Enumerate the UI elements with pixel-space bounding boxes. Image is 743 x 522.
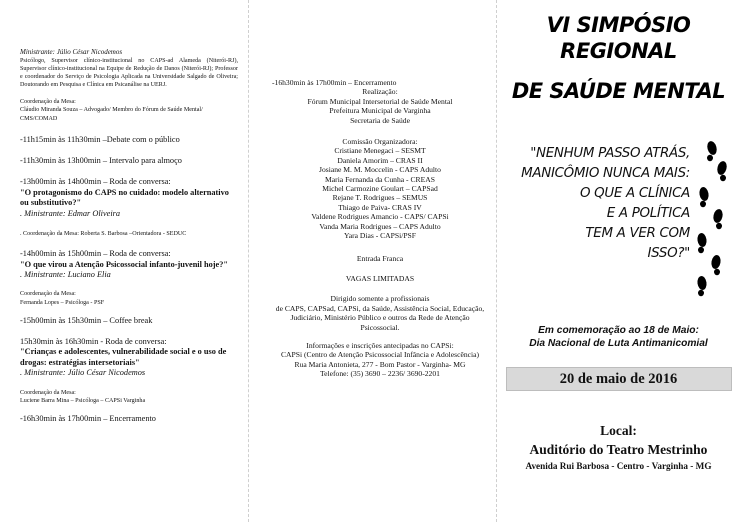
coordination-name: . Coordenação da Mesa: Roberta S. Barbosa –Orientadora - SEDUC — [20, 231, 187, 238]
comissao-label: Comissão Organizadora: — [342, 137, 418, 147]
comissao-member: Maria Fernanda da Cunha - CREAS — [325, 174, 435, 184]
entrada-franca: Entrada Franca — [356, 253, 404, 263]
comissao-member: Valdene Rodrigues Amancio - CAPS/ CAPSi — [311, 212, 449, 222]
schedule-item: -15h00min às 15h30min – Coffee break — [20, 315, 153, 325]
dirigido-label: Dirigido somente a profissionais — [330, 294, 430, 304]
realizacao-line: Fórum Municipal Intersetorial de Saúde Mental — [307, 96, 453, 106]
info-line: Rua Maria Antonieta, 277 - Bom Pastor - Varginha- MG — [294, 359, 466, 369]
info-line: CAPSi (Centro de Atenção Psicossocial Infância e Adolescência) — [280, 350, 479, 360]
quote-line: ISSO?" — [647, 246, 690, 261]
comissao-member: Rejane T. Rodrigues – SEMUS — [332, 193, 428, 203]
schedule-item-speaker: . Ministrante: Luciano Elia — [20, 270, 111, 279]
comissao-member: Yara Dias - CAPSi/PSF — [343, 231, 417, 241]
quote-line: MANICÔMIO NUNCA MAIS: — [521, 166, 690, 181]
schedule-item-time: -14h00min às 15h00min – Roda de conversa: — [20, 249, 171, 259]
schedule-item-topic: "O protagonismo do CAPS no cuidado: modelo alternativo ou substitutivo?" — [20, 187, 229, 208]
coordination-name: Luciene Barra Mina – Psicóloga – CAPSi Varginha — [20, 397, 146, 404]
quote-line: "NENHUM PASSO ATRÁS, — [530, 146, 690, 161]
slogan-quote — [504, 144, 690, 264]
schedule-item-time: 15h30min às 16h30min - Roda de conversa: — [20, 337, 167, 346]
schedule-item-time: -13h00min às 14h00min – Roda de conversa: — [20, 177, 171, 187]
commemoration-line: Dia Nacional de Luta Antimanicomial — [529, 338, 708, 349]
venue-address: Avenida Rui Barbosa - Centro - Varginha - MG — [525, 461, 712, 471]
coordination-label: Coordenação da Mesa: — [20, 291, 76, 298]
coordination-label: Coordenação da Mesa: — [20, 99, 76, 106]
commemoration-line: Em comemoração ao 18 de Maio: — [538, 325, 699, 336]
schedule-item: -16h30min às 17h00min – Encerramento — [20, 413, 156, 423]
schedule-item: -11h30min às 13h00min – Intervalo para almoço — [20, 156, 182, 166]
comissao-member: Vanda Maria Rodrigues – CAPS Adulto — [319, 221, 441, 231]
schedule-item-speaker: . Ministrante: Edmar Oliveira — [20, 208, 121, 218]
cover-panel — [496, 0, 743, 522]
ministrante-bio: Psicólogo, Supervisor clínico-institucional no CAPS-ad Alameda (Niterói-RJ), Supervisor clínico-institucional na Equipe de Redução de Danos (Niterói-RJ); Professor e coordenador do Serviço de Psicologia Aplicada na Universidade Salgado de Oliveira; Doutorando em Pesquisa e Clínica em Psicanálise na UERJ. — [20, 58, 238, 89]
title-line: VI SIMPÓSIO REGIONAL — [546, 13, 691, 63]
program-panel — [0, 0, 248, 522]
schedule-item-speaker: . Ministrante: Júlio César Nicodemos — [20, 368, 146, 378]
footprints-icon — [690, 138, 734, 303]
realizacao-label: Realização: — [362, 87, 398, 97]
schedule-item-topic: "Crianças e adolescentes, vulnerabilidade social e o uso de drogas: estratégias intersetoriais" — [20, 347, 227, 367]
ministrante-title: Ministrante: Júlio César Nicodemos — [20, 48, 123, 56]
local-label: Local: — [600, 423, 637, 438]
quote-line: O QUE A CLÍNICA — [579, 186, 690, 201]
info-line: Telefone: (35) 3690 – 2236/ 3690-2201 — [320, 369, 440, 379]
title-line: DE SAÚDE MENTAL — [511, 79, 726, 103]
comissao-member: Daniela Amorim – CRAS II — [337, 155, 423, 165]
comissao-member: Thiago de Paiva- CRAS IV — [338, 202, 422, 212]
quote-area — [504, 144, 733, 359]
coordination-name: Fernanda Lopes – Psicóloga - PSF — [20, 299, 105, 306]
event-date: 20 de maio de 2016 — [506, 367, 732, 391]
vagas-limitadas: VAGAS LIMITADAS — [345, 273, 415, 283]
info-panel — [248, 0, 496, 522]
comissao-member: Michel Carmozine Goulart – CAPSad — [322, 184, 438, 194]
comissao-member: Josiane M. M. Moccelin - CAPS Adulto — [319, 165, 441, 175]
closing-item: -16h30min às 17h00min – Encerramento — [272, 78, 397, 87]
quote-line: E A POLÍTICA — [606, 206, 690, 221]
coordination-name: Cláudio Miranda Souza – Advogado/ Membro do Fórum de Saúde Mental/ CMS/COMAD — [20, 107, 203, 122]
dirigido-text: de CAPS, CAPSad, CAPSi, da Saúde, Assistência Social, Educação, Judiciário, Ministério Público e outros da Rede de Atenção Psicossocial. — [275, 303, 485, 332]
venue-name: Auditório do Teatro Mestrinho — [529, 442, 708, 457]
schedule-item: -11h15min às 11h30min –Debate com o público — [20, 134, 180, 144]
symposium-title — [504, 12, 733, 104]
realizacao-line: Prefeitura Municipal de Varginha — [329, 106, 431, 116]
info-label: Informações e inscrições antecipadas no CAPSi: — [306, 340, 454, 350]
realizacao-line: Secretaria de Saúde — [350, 115, 410, 125]
coordination-label: Coordenação da Mesa: — [20, 389, 76, 396]
quote-line: TEM A VER COM — [585, 226, 690, 241]
schedule-item-topic: "O que virou a Atenção Psicossocial infanto-juvenil hoje?" — [20, 259, 228, 269]
comissao-member: Cristiane Menegaci – SESMT — [334, 146, 426, 156]
